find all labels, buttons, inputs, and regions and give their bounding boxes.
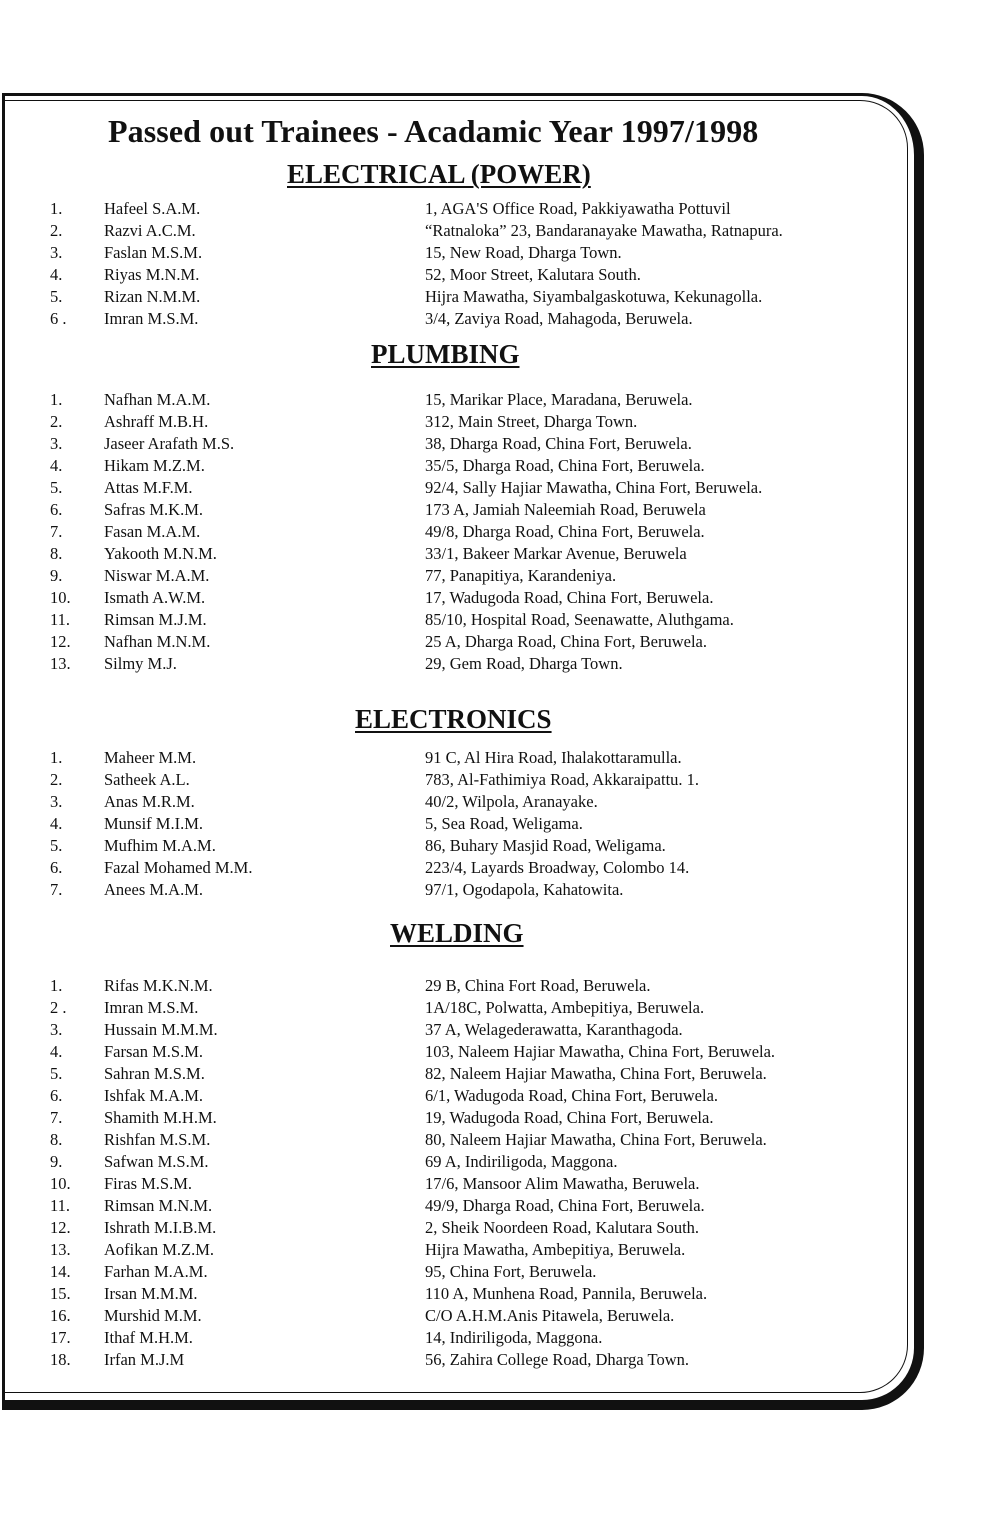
trainee-address: 2, Sheik Noordeen Road, Kalutara South. xyxy=(425,1218,700,1237)
row-number: 5. xyxy=(50,478,63,497)
trainee-address: 49/8, Dharga Road, China Fort, Beruwela. xyxy=(425,522,705,541)
trainee-row xyxy=(0,543,1000,565)
trainee-name: Safras M.K.M. xyxy=(104,500,203,519)
trainee-row xyxy=(0,609,1000,631)
trainee-row xyxy=(0,286,1000,308)
trainee-address: 14, Indiriligoda, Maggona. xyxy=(425,1328,603,1347)
trainee-row xyxy=(0,1019,1000,1041)
row-number: 12. xyxy=(50,632,71,651)
row-number: 7. xyxy=(50,522,63,541)
trainee-address: 35/5, Dharga Road, China Fort, Beruwela. xyxy=(425,456,705,475)
row-number: 3. xyxy=(50,792,63,811)
row-number: 16. xyxy=(50,1306,71,1325)
trainee-address: 40/2, Wilpola, Aranayake. xyxy=(425,792,598,811)
row-number: 1. xyxy=(50,748,63,767)
trainee-address: 29, Gem Road, Dharga Town. xyxy=(425,654,623,673)
trainee-name: Rizan N.M.M. xyxy=(104,287,201,306)
trainee-row xyxy=(0,1173,1000,1195)
section-heading-plumbing: PLUMBING xyxy=(371,339,520,369)
trainee-row xyxy=(0,1063,1000,1085)
row-number: 11. xyxy=(50,610,71,629)
row-number: 4. xyxy=(50,456,63,475)
row-number: 15. xyxy=(50,1284,71,1303)
trainee-row xyxy=(0,791,1000,813)
trainee-row xyxy=(0,1261,1000,1283)
trainee-address: 25 A, Dharga Road, China Fort, Beruwela. xyxy=(425,632,707,651)
row-number: 3. xyxy=(50,1020,63,1039)
trainee-row xyxy=(0,499,1000,521)
trainee-address: 37 A, Welagederawatta, Karanthagoda. xyxy=(425,1020,683,1039)
trainee-address: 86, Buhary Masjid Road, Weligama. xyxy=(425,836,666,855)
trainee-address: 77, Panapitiya, Karandeniya. xyxy=(425,566,617,585)
trainee-row xyxy=(0,997,1000,1019)
trainee-address: 15, New Road, Dharga Town. xyxy=(425,243,622,262)
trainee-name: Murshid M.M. xyxy=(104,1306,202,1325)
trainee-address: 173 A, Jamiah Naleemiah Road, Beruwela xyxy=(425,500,706,519)
row-number: 8. xyxy=(50,1130,63,1149)
trainee-address: 1, AGA'S Office Road, Pakkiyawatha Pottuvil xyxy=(425,199,731,218)
row-number: 2. xyxy=(50,412,63,431)
trainee-row xyxy=(0,1305,1000,1327)
trainee-address: Hijra Mawatha, Ambepitiya, Beruwela. xyxy=(425,1240,686,1259)
trainee-row xyxy=(0,1239,1000,1261)
row-number: 6. xyxy=(50,500,63,519)
row-number: 7. xyxy=(50,880,63,899)
trainee-name: Irfan M.J.M xyxy=(104,1350,185,1369)
trainee-name: Satheek A.L. xyxy=(104,770,190,789)
trainee-address: 17, Wadugoda Road, China Fort, Beruwela. xyxy=(425,588,714,607)
section-heading-welding: WELDING xyxy=(390,918,524,948)
trainee-address: 6/1, Wadugoda Road, China Fort, Beruwela. xyxy=(425,1086,719,1105)
trainee-name: Shamith M.H.M. xyxy=(104,1108,217,1127)
trainee-row xyxy=(0,1151,1000,1173)
trainee-name: Rimsan M.J.M. xyxy=(104,610,207,629)
trainee-address: 80, Naleem Hajiar Mawatha, China Fort, Beruwela. xyxy=(425,1130,767,1149)
trainee-row xyxy=(0,835,1000,857)
trainee-row xyxy=(0,1041,1000,1063)
trainee-name: Ishfak M.A.M. xyxy=(104,1086,203,1105)
row-number: 9. xyxy=(50,1152,63,1171)
row-number: 5. xyxy=(50,836,63,855)
trainee-row xyxy=(0,587,1000,609)
row-number: 3. xyxy=(50,243,63,262)
trainee-address: 95, China Fort, Beruwela. xyxy=(425,1262,597,1281)
trainee-address: 19, Wadugoda Road, China Fort, Beruwela. xyxy=(425,1108,714,1127)
trainee-name: Anas M.R.M. xyxy=(104,792,195,811)
trainee-name: Attas M.F.M. xyxy=(104,478,193,497)
row-number: 1. xyxy=(50,976,63,995)
trainee-row xyxy=(0,389,1000,411)
trainee-row xyxy=(0,477,1000,499)
row-number: 10. xyxy=(50,588,71,607)
trainee-row xyxy=(0,198,1000,220)
trainee-name: Silmy M.J. xyxy=(104,654,177,673)
trainee-row xyxy=(0,769,1000,791)
trainee-name: Irsan M.M.M. xyxy=(104,1284,198,1303)
row-number: 12. xyxy=(50,1218,71,1237)
row-number: 2 . xyxy=(50,998,67,1017)
row-number: 6. xyxy=(50,858,63,877)
trainee-address: 3/4, Zaviya Road, Mahagoda, Beruwela. xyxy=(425,309,693,328)
trainee-name: Nafhan M.N.M. xyxy=(104,632,211,651)
trainee-address: 92/4, Sally Hajiar Mawatha, China Fort, Beruwela. xyxy=(425,478,763,497)
trainee-address: 1A/18C, Polwatta, Ambepitiya, Beruwela. xyxy=(425,998,705,1017)
trainee-address: 82, Naleem Hajiar Mawatha, China Fort, Beruwela. xyxy=(425,1064,767,1083)
row-number: 17. xyxy=(50,1328,71,1347)
trainee-name: Rifas M.K.N.M. xyxy=(104,976,213,995)
trainee-name: Hussain M.M.M. xyxy=(104,1020,218,1039)
trainee-row xyxy=(0,411,1000,433)
trainee-row xyxy=(0,1283,1000,1305)
trainee-row xyxy=(0,455,1000,477)
trainee-row xyxy=(0,1349,1000,1371)
trainee-name: Imran M.S.M. xyxy=(104,309,199,328)
trainee-name: Aofikan M.Z.M. xyxy=(104,1240,214,1259)
row-number: 3. xyxy=(50,434,63,453)
trainee-address: 49/9, Dharga Road, China Fort, Beruwela. xyxy=(425,1196,705,1215)
trainee-row xyxy=(0,879,1000,901)
trainee-name: Fasan M.A.M. xyxy=(104,522,201,541)
trainee-name: Nafhan M.A.M. xyxy=(104,390,211,409)
section-list-welding xyxy=(0,975,1000,1371)
trainee-name: Hikam M.Z.M. xyxy=(104,456,205,475)
section-heading-electrical-power: ELECTRICAL (POWER) xyxy=(287,159,591,189)
trainee-address: 91 C, Al Hira Road, Ihalakottaramulla. xyxy=(425,748,682,767)
trainee-row xyxy=(0,747,1000,769)
trainee-row xyxy=(0,1107,1000,1129)
trainee-name: Rishfan M.S.M. xyxy=(104,1130,211,1149)
trainee-name: Niswar M.A.M. xyxy=(104,566,210,585)
trainee-name: Munsif M.I.M. xyxy=(104,814,204,833)
trainee-name: Fazal Mohamed M.M. xyxy=(104,858,253,877)
trainee-row xyxy=(0,1327,1000,1349)
trainee-address: 223/4, Layards Broadway, Colombo 14. xyxy=(425,858,690,877)
trainee-name: Farsan M.S.M. xyxy=(104,1042,204,1061)
trainee-row xyxy=(0,264,1000,286)
row-number: 14. xyxy=(50,1262,71,1281)
trainee-address: 5, Sea Road, Weligama. xyxy=(425,814,583,833)
trainee-name: Faslan M.S.M. xyxy=(104,243,203,262)
section-list-plumbing xyxy=(0,389,1000,675)
trainee-row xyxy=(0,631,1000,653)
trainee-name: Rimsan M.N.M. xyxy=(104,1196,213,1215)
row-number: 1. xyxy=(50,199,63,218)
row-number: 6. xyxy=(50,1086,63,1105)
trainee-address: 85/10, Hospital Road, Seenawatte, Aluthgama. xyxy=(425,610,734,629)
trainee-address: 110 A, Munhena Road, Pannila, Beruwela. xyxy=(425,1284,708,1303)
trainee-name: Razvi A.C.M. xyxy=(104,221,196,240)
trainee-name: Anees M.A.M. xyxy=(104,880,203,899)
trainee-name: Maheer M.M. xyxy=(104,748,197,767)
trainee-name: Farhan M.A.M. xyxy=(104,1262,208,1281)
trainee-name: Ismath A.W.M. xyxy=(104,588,206,607)
trainee-name: Riyas M.N.M. xyxy=(104,265,200,284)
trainee-address: Hijra Mawatha, Siyambalgaskotuwa, Kekunagolla. xyxy=(425,287,763,306)
row-number: 10. xyxy=(50,1174,71,1193)
section-heading-electronics: ELECTRONICS xyxy=(355,704,552,734)
row-number: 18. xyxy=(50,1350,71,1369)
trainee-address: 56, Zahira College Road, Dharga Town. xyxy=(425,1350,690,1369)
page-title: Passed out Trainees - Acadamic Year 1997/1998 xyxy=(108,113,759,149)
row-number: 6 . xyxy=(50,309,67,328)
trainee-row xyxy=(0,565,1000,587)
trainee-row xyxy=(0,242,1000,264)
trainee-address: 38, Dharga Road, China Fort, Beruwela. xyxy=(425,434,692,453)
trainee-address: “Ratnaloka” 23, Bandaranayake Mawatha, Ratnapura. xyxy=(425,221,783,240)
trainee-address: 103, Naleem Hajiar Mawatha, China Fort, Beruwela. xyxy=(425,1042,776,1061)
row-number: 4. xyxy=(50,265,63,284)
row-number: 11. xyxy=(50,1196,71,1215)
row-number: 1. xyxy=(50,390,63,409)
row-number: 5. xyxy=(50,287,63,306)
trainee-name: Ishrath M.I.B.M. xyxy=(104,1218,217,1237)
trainee-address: 69 A, Indiriligoda, Maggona. xyxy=(425,1152,618,1171)
row-number: 2. xyxy=(50,770,63,789)
trainee-address: 33/1, Bakeer Markar Avenue, Beruwela xyxy=(425,544,687,563)
row-number: 7. xyxy=(50,1108,63,1127)
trainee-name: Ashraff M.B.H. xyxy=(104,412,209,431)
row-number: 4. xyxy=(50,814,63,833)
trainee-address: C/O A.H.M.Anis Pitawela, Beruwela. xyxy=(425,1306,675,1325)
trainee-row xyxy=(0,1195,1000,1217)
trainee-name: Hafeel S.A.M. xyxy=(104,199,201,218)
row-number: 13. xyxy=(50,1240,71,1259)
trainee-row xyxy=(0,857,1000,879)
section-list-electronics xyxy=(0,747,1000,901)
trainee-row xyxy=(0,1085,1000,1107)
trainee-name: Jaseer Arafath M.S. xyxy=(104,434,235,453)
trainee-address: 17/6, Mansoor Alim Mawatha, Beruwela. xyxy=(425,1174,700,1193)
trainee-address: 15, Marikar Place, Maradana, Beruwela. xyxy=(425,390,693,409)
trainee-name: Ithaf M.H.M. xyxy=(104,1328,193,1347)
trainee-address: 783, Al-Fathimiya Road, Akkaraipattu. 1. xyxy=(425,770,700,789)
trainee-address: 29 B, China Fort Road, Beruwela. xyxy=(425,976,651,995)
trainee-name: Mufhim M.A.M. xyxy=(104,836,216,855)
section-list-electrical-power xyxy=(0,198,1000,330)
trainee-row xyxy=(0,1129,1000,1151)
trainee-row xyxy=(0,521,1000,543)
row-number: 13. xyxy=(50,654,71,673)
row-number: 5. xyxy=(50,1064,63,1083)
trainee-name: Sahran M.S.M. xyxy=(104,1064,205,1083)
row-number: 4. xyxy=(50,1042,63,1061)
trainee-address: 52, Moor Street, Kalutara South. xyxy=(425,265,641,284)
row-number: 2. xyxy=(50,221,63,240)
trainee-row xyxy=(0,433,1000,455)
trainee-row xyxy=(0,975,1000,997)
trainee-name: Yakooth M.N.M. xyxy=(104,544,217,563)
trainee-row xyxy=(0,813,1000,835)
trainee-row xyxy=(0,1217,1000,1239)
trainee-address: 312, Main Street, Dharga Town. xyxy=(425,412,638,431)
row-number: 8. xyxy=(50,544,63,563)
trainee-row xyxy=(0,653,1000,675)
trainee-name: Firas M.S.M. xyxy=(104,1174,193,1193)
trainee-name: Safwan M.S.M. xyxy=(104,1152,209,1171)
trainee-row xyxy=(0,220,1000,242)
trainee-row xyxy=(0,308,1000,330)
trainee-name: Imran M.S.M. xyxy=(104,998,199,1017)
row-number: 9. xyxy=(50,566,63,585)
trainee-address: 97/1, Ogodapola, Kahatowita. xyxy=(425,880,624,899)
